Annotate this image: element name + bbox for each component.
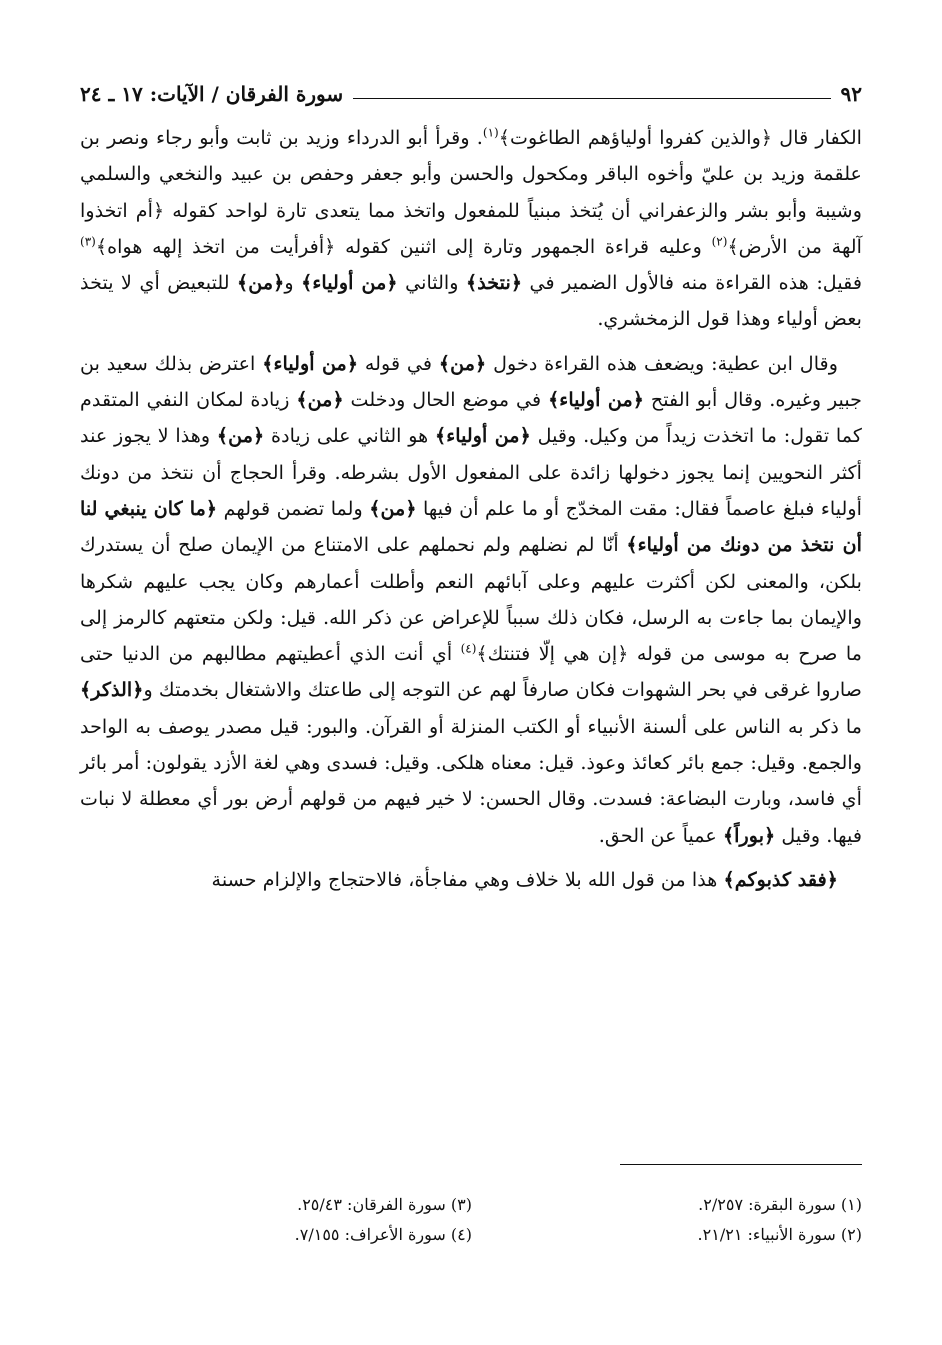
footnote-separator xyxy=(620,1164,862,1165)
quran-quote: ﴿أم اتخذوا آلهة من الأرض﴾ xyxy=(80,198,862,258)
footnote-marker: (٣) xyxy=(80,234,96,249)
text-run: الكفار قال xyxy=(772,126,862,149)
text-run: اعترض بذلك سعيد بن جبير وغيره. وقال أبو الفتح xyxy=(80,351,862,412)
footnote-3: (٣) سورة الفرقان: ٢٥/٤٣. xyxy=(297,1195,472,1214)
text-run: . وقرأ أبو الدرداء وزيد بن ثابت وأبو رجاء ونصر بن علقمة وزيد بن عليّ وأخوه الباقر ومكحول والحسن وأبو جعفر وحفص بن عبيد والنخعي والسلمي وشيبة وأبو بشر والزعفراني أن يُتخذ مبنياً للمفعول واتخذ مما يتعدى تارة لواحد كقوله xyxy=(80,126,863,222)
page-header xyxy=(80,72,862,106)
text-run: فقيل: هذه القراءة منه فالأول الضمير في xyxy=(522,271,862,295)
paragraph xyxy=(80,346,862,854)
footnote-marker: (١) xyxy=(482,125,499,140)
quran-quote-bold: ﴿نتخذ﴾ xyxy=(465,271,523,295)
text-run: وعليه قراءة الجمهور وتارة إلى اثنين كقوله xyxy=(335,234,712,258)
quran-quote-bold: ﴿من أولياء﴾ xyxy=(301,271,398,295)
quran-quote-bold: ﴿من﴾ xyxy=(216,424,265,448)
text-run: أنّا لم نضلهم ولم نحملهم على الامتناع من الإيمان صلح أن يستدرك بلكن، والمعنى لكن أكثرت عليهم وعلى آبائهم النعم وأطلت أعمارهم وكان يجب عليهم شكرها والإيمان بما جاءت به الرسل، فكان ذلك سبباً للإعراض عن ذكر الله. قيل: ولكن متعتهم كالرمز إلى ما صرح به موسى من قوله xyxy=(80,533,862,666)
quran-quote: ﴿والذين كفروا أولياؤهم الطاغوت﴾ xyxy=(498,126,773,149)
text-run: ولما تضمن قولهم xyxy=(217,496,370,520)
text-run: و xyxy=(284,271,302,295)
text-run: وهذا لا يجوز عند أكثر النحويين إنما يجوز دخولها زائدة على المفعول الأول بشرطه. وقرأ الحجاج أن نتخذ من دونك أولياء فبلغ عاصماً فقال: مقت المخدّج أو ما علم أن فيها xyxy=(80,424,862,520)
paragraph xyxy=(80,120,862,338)
paragraph xyxy=(80,862,862,898)
footnote-2: (٢) سورة الأنبياء: ٢١/٢١. xyxy=(697,1225,862,1244)
footnote-4: (٤) سورة الأعراف: ٧/١٥٥. xyxy=(294,1225,472,1244)
footnote-marker: (٤) xyxy=(460,641,477,656)
quran-quote-bold: ﴿فقد كذبوكم﴾ xyxy=(723,867,838,891)
header-rule xyxy=(353,98,830,99)
book-page xyxy=(80,72,862,1282)
text-run: أي أنت الذي أعطيتهم مطالبهم من الدنيا حتى صاروا غرقى في بحر الشهوات فكان صارفاً لهم عن التوجه إلى طاعتك والاشتغال بخدمتك و xyxy=(80,642,862,702)
quran-quote-bold: ﴿ما كان ينبغي لنا أن نتخذ من دونك من أولياء﴾ xyxy=(80,496,862,557)
footnote-marker: (٢) xyxy=(711,234,728,249)
text-run: في موضع الحال ودخلت xyxy=(343,388,549,412)
text-run: ما ذكر به الناس على ألسنة الأنبياء أو الكتب المنزلة أو القرآن. والبور: قيل مصدر يوصف به الواحد والجمع. وقيل: جمع بائر كعائذ وعوذ. قيل: معناه هلكى. وقيل: فسدى وهي لغة الأزد يقولون: أمر بائر أي فاسد، وبارت البضاعة: فسدت. وقال الحسن: لا خير فيهم من قولهم أرض بور أي معطلة لا نبات فيها. وقيل xyxy=(80,714,862,847)
quran-quote-bold: ﴿من أولياء﴾ xyxy=(548,388,644,412)
text-run: زيادة لمكان النفي المتقدم كما تقول: ما اتخذت زيداً من وكيل. وقيل xyxy=(80,388,862,448)
quran-quote-bold: ﴿الذكر﴾ xyxy=(80,678,144,702)
text-run: للتبعيض أي لا يتخذ بعض أولياء وهذا قول الزمخشري. xyxy=(80,271,862,331)
quran-quote-bold: ﴿من﴾ xyxy=(296,388,344,412)
footnote-1: (١) سورة البقرة: ٢/٢٥٧. xyxy=(698,1195,862,1214)
page-number: ٩٢ xyxy=(840,82,862,106)
body-text xyxy=(80,120,862,898)
quran-quote-bold: ﴿من﴾ xyxy=(369,496,417,520)
text-run: عمياً عن الحق. xyxy=(598,823,723,847)
text-run: هو الثاني على زيادة xyxy=(264,424,436,448)
running-title: سورة الفرقان / الآيات: ١٧ ـ ٢٤ xyxy=(80,82,344,106)
quran-quote: ﴿إن هي إلّا فتنتك﴾ xyxy=(476,642,629,666)
text-run: هذا من قول الله بلا خلاف وهي مفاجأة، فالاحتجاج والإلزام حسنة xyxy=(211,867,724,891)
quran-quote-bold: ﴿بوراً﴾ xyxy=(722,823,776,847)
quran-quote-bold: ﴿من أولياء﴾ xyxy=(435,424,531,448)
text-run: وقال ابن عطية: ويضعف هذه القراءة دخول xyxy=(486,351,838,375)
quran-quote: ﴿أفرأيت من اتخذ إلهه هواه﴾ xyxy=(95,234,336,258)
text-run: والثاني xyxy=(397,271,466,295)
text-run: في قوله xyxy=(358,351,439,375)
quran-quote-bold: ﴿من﴾ xyxy=(237,271,285,295)
quran-quote-bold: ﴿من أولياء﴾ xyxy=(262,351,359,375)
footnotes xyxy=(80,1190,862,1250)
quran-quote-bold: ﴿من﴾ xyxy=(438,351,487,375)
